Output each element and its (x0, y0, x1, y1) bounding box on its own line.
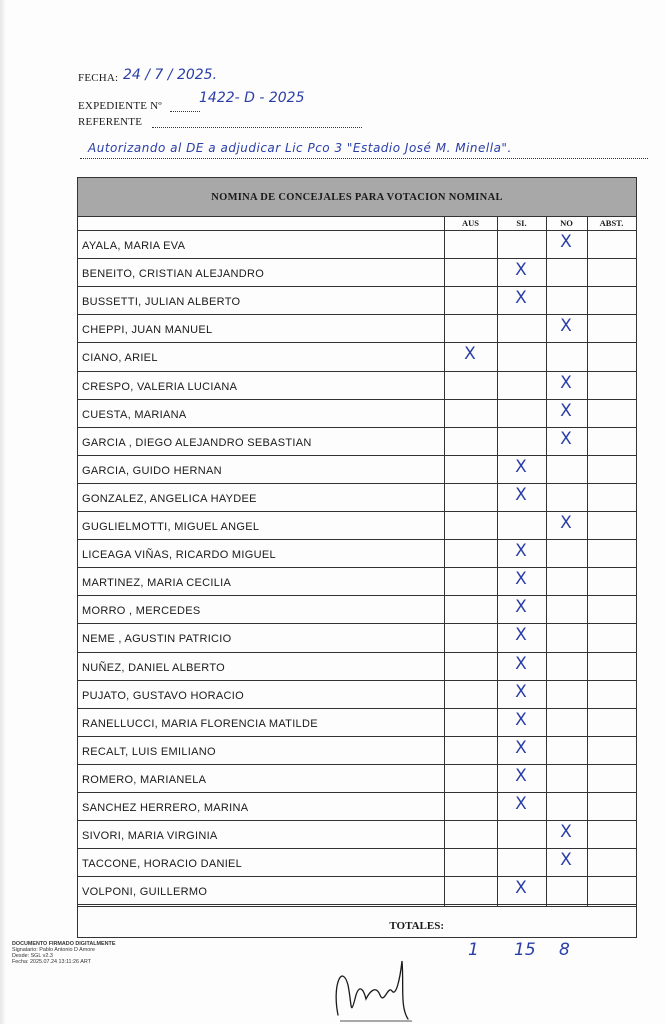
vote-mark-no: X (560, 232, 572, 252)
concejal-name: ROMERO, MARIANELA (82, 773, 207, 786)
vote-mark-no: X (560, 400, 572, 421)
referente-label: REFERENTE (78, 116, 143, 128)
concejal-name: LICEAGA VIÑAS, RICARDO MIGUEL (82, 549, 276, 562)
vote-mark-no: X (560, 316, 572, 337)
digital-signature-block (12, 941, 115, 965)
concejal-name: MORRO , MERCEDES (82, 605, 201, 618)
vote-mark-si: X (515, 288, 527, 309)
row-divider (78, 820, 636, 821)
vote-mark-si: X (515, 484, 527, 505)
vote-mark-si: X (515, 456, 527, 477)
concejal-name: GUGLIELMOTTI, MIGUEL ANGEL (82, 521, 260, 533)
row-divider (78, 848, 636, 849)
row-divider (78, 567, 636, 568)
referente-dotted-line (152, 127, 362, 128)
concejal-name: VOLPONI, GUILLERMO (82, 886, 208, 899)
concejal-name: CHEPPI, JUAN MANUEL (82, 324, 213, 337)
total-no-value: 8 (559, 940, 570, 960)
footer-line-2: Signatario: Pablo Antonio D Amore (12, 947, 96, 953)
concejal-name: PUJATO, GUSTAVO HORACIO (82, 689, 244, 702)
totals-divider (78, 906, 636, 907)
concejal-name: GARCIA, GUIDO HERNAN (82, 464, 222, 477)
referente-underline (80, 158, 648, 159)
vote-mark-si: X (515, 541, 527, 562)
fecha-value: 24 / 7 / 2025. (123, 67, 218, 83)
vote-mark-no: X (560, 822, 572, 843)
concejal-name: AYALA, MARIA EVA (82, 240, 186, 252)
row-divider (78, 539, 636, 540)
vote-mark-si: X (515, 260, 527, 281)
concejal-name: NUÑEZ, DANIEL ALBERTO (82, 661, 226, 674)
header-divider (78, 230, 636, 231)
expediente-value: 1422- D - 2025 (199, 90, 305, 106)
vote-mark-no: X (560, 850, 572, 871)
column-header-aus: AUS (461, 218, 479, 228)
row-divider (78, 595, 636, 596)
row-divider (78, 455, 636, 456)
vote-mark-si: X (515, 625, 527, 646)
concejal-name: CIANO, ARIEL (82, 352, 158, 365)
row-divider (78, 258, 636, 259)
voting-table (77, 177, 637, 938)
handwritten-signature (330, 955, 420, 1024)
row-divider (78, 314, 636, 315)
row-divider (78, 286, 636, 287)
concejal-name: GARCIA , DIEGO ALEJANDRO SEBASTIAN (82, 436, 312, 449)
row-divider (78, 483, 636, 484)
concejal-name: BENEITO, CRISTIAN ALEJANDRO (82, 268, 265, 281)
vote-mark-no: X (560, 428, 572, 449)
total-aus-value: 1 (468, 940, 479, 960)
row-divider (78, 342, 636, 343)
vote-mark-si: X (515, 681, 527, 702)
vote-mark-no: X (560, 372, 572, 393)
row-divider (78, 876, 636, 877)
footer-line-1: DOCUMENTO FIRMADO DIGITALMENTE (12, 941, 116, 947)
column-header-si: SI. (516, 218, 527, 228)
vote-mark-si: X (515, 709, 527, 730)
row-divider (78, 623, 636, 624)
concejal-name: RANELLUCCI, MARIA FLORENCIA MATILDE (82, 717, 318, 730)
column-divider (546, 216, 547, 906)
row-divider (78, 399, 636, 400)
column-divider (587, 216, 588, 906)
column-header-abst: ABST. (599, 218, 624, 228)
vote-mark-si: X (515, 765, 527, 786)
totales-label: TOTALES: (389, 920, 444, 932)
vote-mark-si: X (515, 569, 527, 590)
referente-text: Autorizando al DE a adjudicar Lic Pco 3 "Estadio José M. Minella". (88, 141, 512, 155)
vote-mark-si: X (515, 794, 527, 814)
footer-line-4: Fecha: 2025.07.24 13:11:26 ART (12, 959, 91, 965)
vote-mark-aus: X (464, 344, 476, 365)
expediente-label: EXPEDIENTE Nº (78, 100, 162, 112)
footer-line-3: Desde: SGL v2.3 (12, 953, 53, 959)
row-divider (78, 652, 636, 653)
concejal-name: SANCHEZ HERRERO, MARINA (82, 802, 249, 814)
fecha-label: FECHA: (78, 72, 119, 84)
concejal-name: CUESTA, MARIANA (82, 408, 187, 421)
row-divider (78, 736, 636, 737)
vote-mark-si: X (515, 653, 527, 674)
concejal-name: SIVORI, MARIA VIRGINIA (82, 830, 218, 843)
concejal-name: RECALT, LUIS EMILIANO (82, 745, 216, 758)
row-divider (78, 764, 636, 765)
concejal-name: MARTINEZ, MARIA CECILIA (82, 577, 232, 590)
vote-mark-si: X (515, 878, 527, 899)
vote-mark-si: X (515, 737, 527, 758)
total-si-value: 15 (514, 940, 536, 960)
row-divider (78, 708, 636, 709)
vote-mark-no: X (560, 513, 572, 533)
concejal-name: CRESPO, VALERIA LUCIANA (82, 380, 238, 393)
row-divider (78, 427, 636, 428)
column-divider (497, 216, 498, 906)
table-title: NOMINA DE CONCEJALES PARA VOTACION NOMINAL (78, 178, 636, 217)
vote-mark-si: X (515, 597, 527, 618)
row-divider (78, 511, 636, 512)
concejal-name: NEME , AGUSTIN PATRICIO (82, 633, 232, 646)
expediente-dotted-line (170, 111, 200, 112)
row-divider (78, 792, 636, 793)
column-divider (444, 216, 445, 906)
row-divider (78, 680, 636, 681)
concejal-name: TACCONE, HORACIO DANIEL (82, 858, 243, 871)
column-header-no: NO (560, 218, 573, 228)
concejal-name: BUSSETTI, JULIAN ALBERTO (82, 296, 241, 309)
row-divider (78, 371, 636, 372)
page-edge-shadow (0, 0, 6, 1024)
concejal-name: GONZALEZ, ANGELICA HAYDEE (82, 492, 257, 505)
